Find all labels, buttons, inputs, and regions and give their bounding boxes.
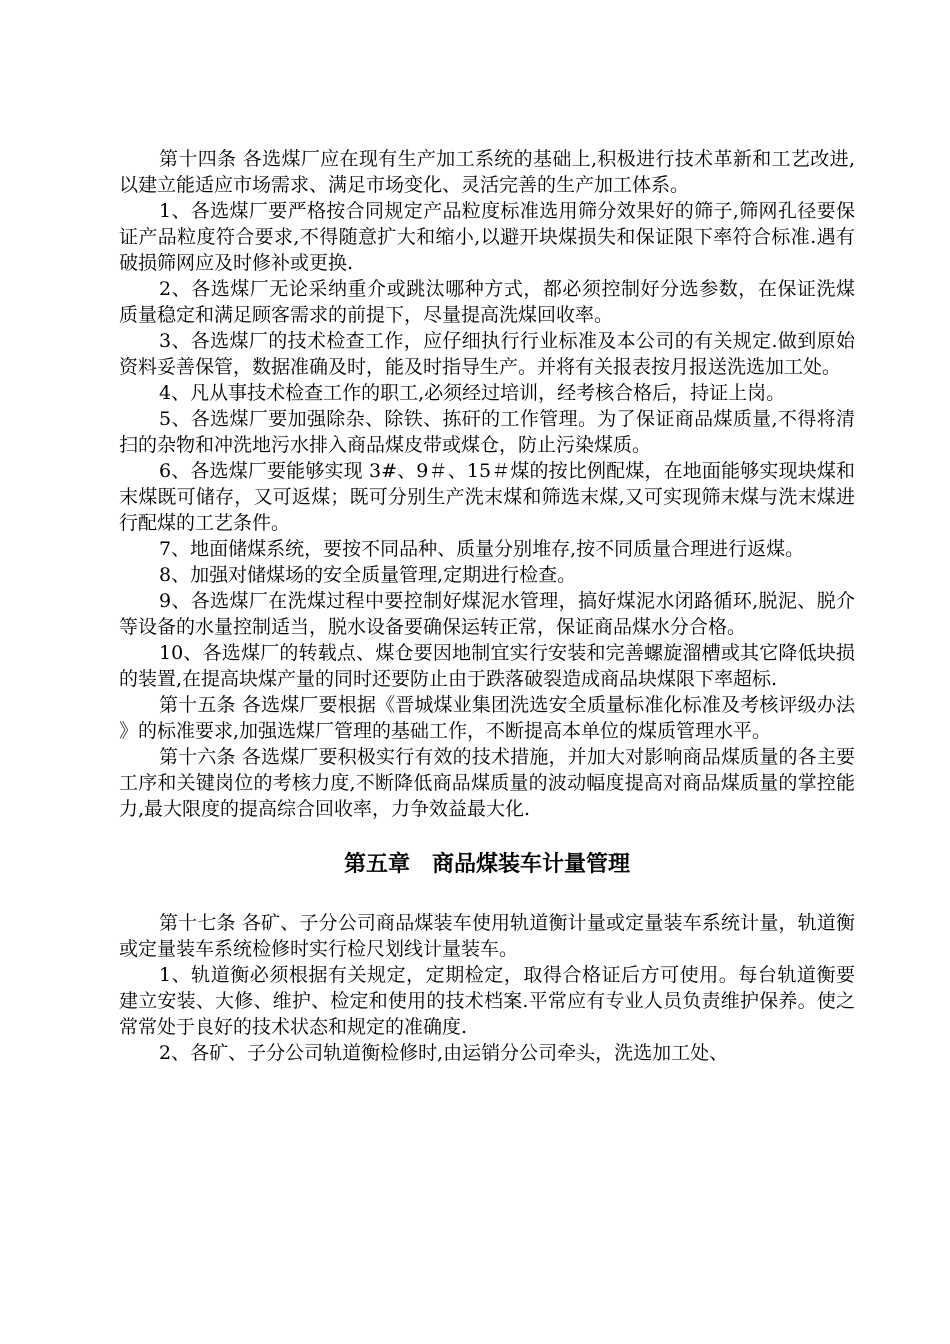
clause-14-9: 9、各选煤厂在洗煤过程中要控制好煤泥水管理，搞好煤泥水闭路循环,脱泥、脱介等设备的水量控制适当，脱水设备要确保运转正常，保证商品煤水分合格。 — [119, 590, 855, 638]
clause-14-2: 2、各选煤厂无论采纳重介或跳汰哪种方式，都必须控制好分选参数，在保证洗煤质量稳定和满足顾客需求的前提下，尽量提高洗煤回收率。 — [119, 278, 855, 326]
article-16: 第十六条 各选煤厂要积极实行有效的技术措施，并加大对影响商品煤质量的各主要工序和关键岗位的考核力度,不断降低商品煤质量的波动幅度提高对商品煤质量的掌控能力,最大限度的提高综合回收率，力争效益最大化. — [119, 746, 855, 820]
clause-14-3: 3、各选煤厂的技术检查工作，应仔细执行行业标准及本公司的有关规定.做到原始资料妥善保管，数据准确及时，能及时指导生产。并将有关报表按月报送洗选加工处。 — [119, 330, 855, 378]
document-page — [119, 146, 855, 1066]
article-17: 第十七条 各矿、子分公司商品煤装车使用轨道衡计量或定量装车系统计量，轨道衡或定量装车系统检修时实行检尺划线计量装车。 — [119, 912, 855, 960]
article-15: 第十五条 各选煤厂要根据《晋城煤业集团洗选安全质量标准化标准及考核评级办法》的标准要求,加强选煤厂管理的基础工作，不断提高本单位的煤质管理水平。 — [119, 694, 855, 742]
section-loading-metering — [119, 910, 855, 1066]
clause-17-2: 2、各矿、子分公司轨道衡检修时,由运销分公司牵头，洗选加工处、 — [159, 1042, 729, 1064]
clause-14-6: 6、各选煤厂要能够实现 3#、9＃、15＃煤的按比例配煤，在地面能够实现块煤和末煤既可储存，又可返煤；既可分别生产洗末煤和筛选末煤,又可实现筛末煤与洗末煤进行配煤的工艺条件。 — [119, 460, 855, 534]
clause-17-1: 1、轨道衡必须根据有关规定，定期检定，取得合格证后方可使用。每台轨道衡要建立安装、大修、维护、检定和使用的技术档案.平常应有专业人员负责维护保养。使之常常处于良好的技术状态和规定的准确度. — [119, 964, 855, 1038]
clause-14-8: 8、加强对储煤场的安全质量管理,定期进行检查。 — [159, 564, 577, 586]
clause-14-7: 7、地面储煤系统，要按不同品种、质量分别堆存,按不同质量合理进行返煤。 — [159, 538, 805, 560]
article-14: 第十四条 各选煤厂应在现有生产加工系统的基础上,积极进行技术革新和工艺改进,以建立能适应市场需求、满足市场变化、灵活完善的生产加工体系。 — [119, 148, 855, 196]
clause-14-1: 1、各选煤厂要严格按合同规定产品粒度标准选用筛分效果好的筛子,筛网孔径要保证产品粒度符合要求,不得随意扩大和缩小,以避开块煤损失和保证限下率符合标准.遇有破损筛网应及时修补或更换. — [119, 200, 855, 274]
clause-14-10: 10、各选煤厂的转载点、煤仓要因地制宜实行安装和完善螺旋溜槽或其它降低块损的装置,在提高块煤产量的同时还要防止由于跌落破裂造成商品块煤限下率超标. — [119, 642, 855, 690]
clause-14-4: 4、凡从事技术检查工作的职工,必须经过培训，经考核合格后，持证上岗。 — [159, 382, 786, 404]
chapter-heading: 第五章 商品煤装车计量管理 — [343, 852, 630, 877]
clause-14-5: 5、各选煤厂要加强除杂、除铁、拣矸的工作管理。为了保证商品煤质量,不得将清扫的杂物和冲洗地污水排入商品煤皮带或煤仓，防止污染煤质。 — [119, 408, 855, 456]
section-coal-prep-quality — [119, 146, 855, 822]
